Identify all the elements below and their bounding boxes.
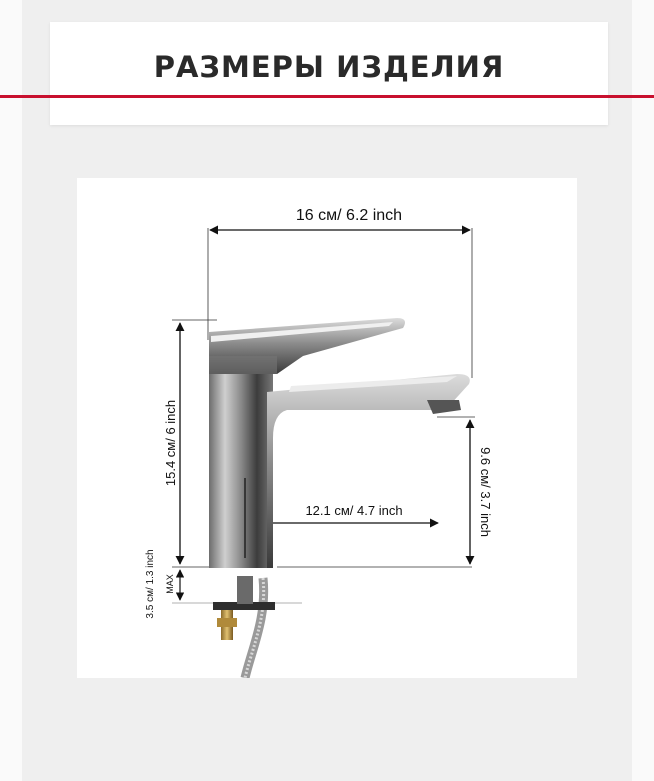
faucet-body — [209, 374, 273, 568]
mount-label: 3.5 см/ 1.3 inch — [145, 549, 156, 619]
right-margin — [632, 0, 654, 781]
header-card — [50, 22, 608, 125]
spout-height-label: 9.6 см/ 3.7 inch — [478, 447, 493, 537]
aerator — [427, 400, 461, 414]
page-title: РАЗМЕРЫ ИЗДЕЛИЯ — [153, 50, 505, 84]
height-label: 15.4 см/ 6 inch — [163, 399, 178, 487]
faucet-drawing — [77, 178, 577, 678]
mounting-shank — [237, 576, 253, 604]
reach-label: 12.1 см/ 4.7 inch — [305, 503, 403, 518]
dimension-diagram — [77, 178, 577, 678]
width-label: 16 см/ 6.2 inch — [295, 207, 403, 224]
mount-max-label: MAX — [165, 574, 175, 594]
accent-divider — [0, 95, 654, 98]
left-margin — [0, 0, 22, 781]
